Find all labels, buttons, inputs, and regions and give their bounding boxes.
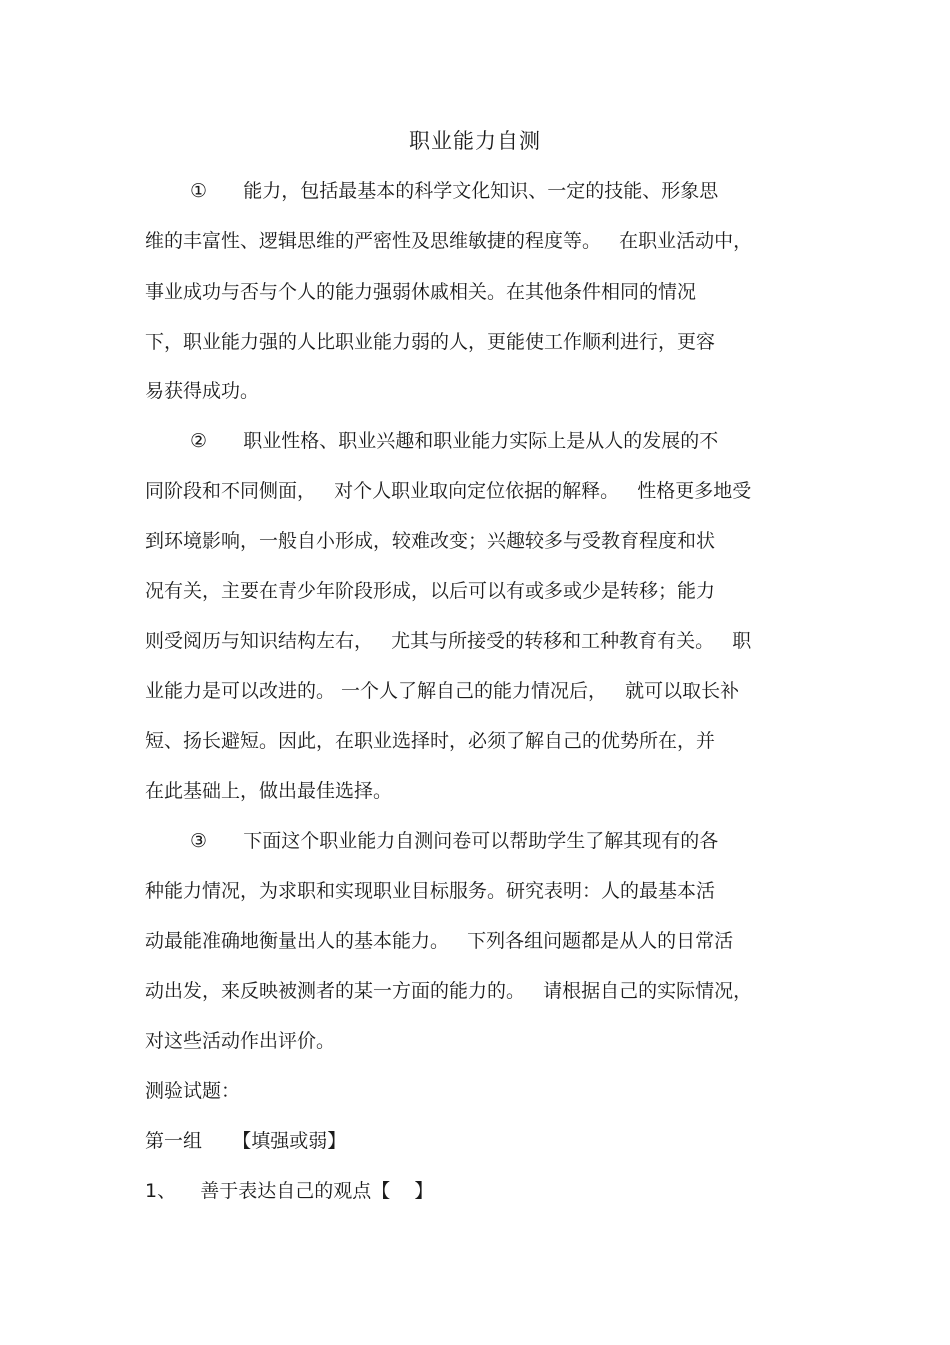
paragraph-1-line-3: 事业成功与否与个人的能力强弱休戚相关。在其他条件相同的情况 [145,281,697,303]
paragraph-2-line-7: 短、扬长避短。因此，在职业选择时，必须了解自己的优势所在，并 [145,730,716,752]
paragraph-3-line-1: ③ 下面这个职业能力自测问卷可以帮助学生了解其现有的各 [190,830,719,852]
paragraph-2-line-6: 业能力是可以改进的。 一个人了解自己的能力情况后， 就可以取长补 [145,680,740,702]
paragraph-1-line-1: ① 能力，包括最基本的科学文化知识、一定的技能、形象思 [190,180,719,202]
paragraph-2-line-3: 到环境影响，一般自小形成，较难改变；兴趣较多与受教育程度和状 [145,530,716,552]
paragraph-1-line-5: 易获得成功。 [145,380,260,402]
page-title: 职业能力自测 [409,129,541,153]
paragraph-1-line-2: 维的丰富性、逻辑思维的严密性及思维敏捷的程度等。 在职业活动中， [145,230,753,252]
group-heading: 第一组 【填强或弱】 [145,1130,347,1152]
test-heading: 测验试题： [145,1080,241,1102]
question-1: 1、 善于表达自己的观点【 】 [145,1180,434,1202]
paragraph-3-line-4: 动出发，来反映被测者的某一方面的能力的。 请根据自己的实际情况， [145,980,753,1002]
paragraph-3-line-5: 对这些活动作出评价。 [145,1030,336,1052]
paragraph-3-line-2: 种能力情况，为求职和实现职业目标服务。研究表明：人的最基本活 [145,880,716,902]
paragraph-3-line-3: 动最能准确地衡量出人的基本能力。 下列各组问题都是从人的日常活 [145,930,734,952]
paragraph-2-line-2: 同阶段和不同侧面， 对个人职业取向定位依据的解释。 性格更多地受 [145,480,752,502]
paragraph-2-line-1: ② 职业性格、职业兴趣和职业能力实际上是从人的发展的不 [190,430,719,452]
paragraph-2-line-8: 在此基础上，做出最佳选择。 [145,780,393,802]
paragraph-2-line-4: 况有关，主要在青少年阶段形成，以后可以有或多或少是转移；能力 [145,580,716,602]
paragraph-2-line-5: 则受阅历与知识结构左右， 尤其与所接受的转移和工种教育有关。 职 [145,630,752,652]
paragraph-1-line-4: 下，职业能力强的人比职业能力弱的人，更能使工作顺利进行，更容 [145,331,716,353]
